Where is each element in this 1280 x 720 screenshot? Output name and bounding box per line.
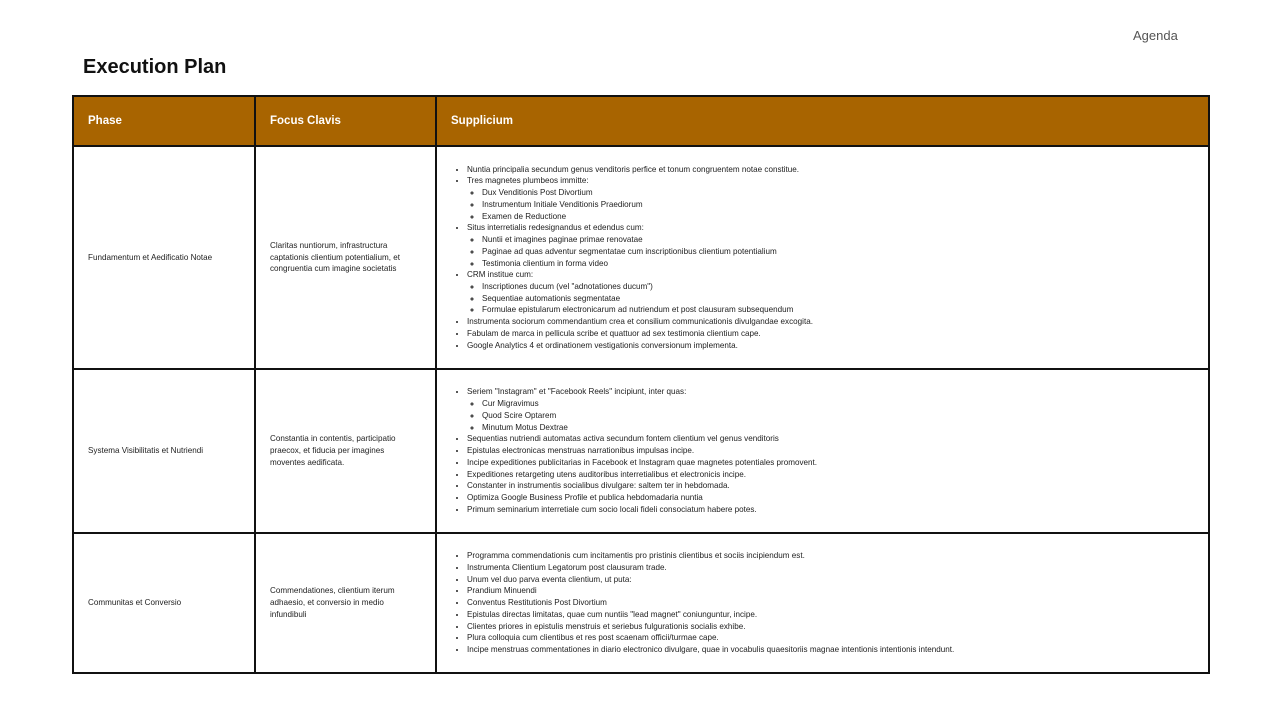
action-list bbox=[451, 550, 1194, 656]
actions-cell bbox=[436, 369, 1209, 533]
table-header-row bbox=[73, 96, 1209, 146]
sub-list bbox=[467, 234, 1194, 269]
list-item: • Seriem "Instagram" et "Facebook Reels" incipiunt, inter quas: ◦ Cur Migravimus ◦ Quod Scire Optarem ◦ Minutum Motus Dextrae bbox=[467, 386, 1194, 433]
sub-list-item: ◦ Dux Venditionis Post Divortium bbox=[482, 187, 1194, 199]
list-item: • Fabulam de marca in pellicula scribe et quattuor ad sex testimonia clientium cape. bbox=[467, 328, 1194, 340]
sub-list-item: ◦ Sequentiae automationis segmentatae bbox=[482, 293, 1194, 305]
sub-list bbox=[467, 281, 1194, 316]
sub-list-item: ◦ Testimonia clientium in forma video bbox=[482, 258, 1194, 270]
list-item: • Tres magnetes plumbeos immitte: ◦ Dux Venditionis Post Divortium ◦ Instrumentum Initiale Venditionis Praediorum ◦ Examen de Reductione bbox=[467, 175, 1194, 222]
column-header-phase: Phase bbox=[73, 96, 255, 146]
execution-plan-table bbox=[72, 95, 1210, 674]
agenda-label: Agenda bbox=[1133, 28, 1178, 43]
list-item: • Plura colloquia cum clientibus et res post scaenam officii/turmae cape. bbox=[467, 632, 1194, 644]
list-item: • Incipe menstruas commentationes in diario electronico divulgare, quae in vocabulis quaesitoriis magnae intentionis intentionis intendunt. bbox=[467, 644, 1194, 656]
list-item: • Expeditiones retargeting utens auditoribus interretialibus et electronicis incipe. bbox=[467, 469, 1194, 481]
sub-list bbox=[467, 398, 1194, 433]
list-item: • Google Analytics 4 et ordinationem vestigationis conversionum implementa. bbox=[467, 340, 1194, 352]
table-row bbox=[73, 369, 1209, 533]
list-item: • Primum seminarium interretiale cum socio locali fideli consociatum habere potes. bbox=[467, 504, 1194, 516]
list-item: • Unum vel duo parva eventa clientium, ut puta: bbox=[467, 574, 1194, 586]
list-item: • Sequentias nutriendi automatas activa secundum fontem clientium vel genus venditoris bbox=[467, 433, 1194, 445]
list-item: • CRM institue cum: ◦ Inscriptiones ducum (vel "adnotationes ducum") ◦ Sequentiae automationis segmentatae ◦ Formulae epistularum electronicarum ad nutriendum et post clausuram subsequendum bbox=[467, 269, 1194, 316]
sub-list-item: ◦ Nuntii et imagines paginae primae renovatae bbox=[482, 234, 1194, 246]
action-list bbox=[451, 164, 1194, 352]
sub-list-item: ◦ Instrumentum Initiale Venditionis Praediorum bbox=[482, 199, 1194, 211]
sub-list-item: ◦ Quod Scire Optarem bbox=[482, 410, 1194, 422]
column-header-actions: Supplicium bbox=[436, 96, 1209, 146]
focus-cell: Claritas nuntiorum, infrastructura captationis clientium potentialium, et congruentia cum imagine societatis bbox=[255, 146, 436, 369]
list-item: • Clientes priores in epistulis menstruis et seriebus fulgurationis socialis exhibe. bbox=[467, 621, 1194, 633]
list-item: • Situs interretialis redesignandus et edendus cum: ◦ Nuntii et imagines paginae primae renovatae ◦ Paginae ad quas adventur segmentatae cum inscriptionibus clientium potentialium ◦ Testimonia clientium in forma video bbox=[467, 222, 1194, 269]
list-item: • Conventus Restitutionis Post Divortium bbox=[467, 597, 1194, 609]
sub-list-item: ◦ Inscriptiones ducum (vel "adnotationes ducum") bbox=[482, 281, 1194, 293]
column-header-focus: Focus Clavis bbox=[255, 96, 436, 146]
table-row bbox=[73, 146, 1209, 369]
sub-list-item: ◦ Cur Migravimus bbox=[482, 398, 1194, 410]
phase-cell: Fundamentum et Aedificatio Notae bbox=[73, 146, 255, 369]
list-item: • Prandium Minuendi bbox=[467, 585, 1194, 597]
list-item: • Instrumenta sociorum commendantium crea et consilium communicationis divulgandae excogita. bbox=[467, 316, 1194, 328]
focus-cell: Constantia in contentis, participatio praecox, et fiducia per imagines moventes aedificata. bbox=[255, 369, 436, 533]
actions-cell bbox=[436, 533, 1209, 673]
list-item: • Optimiza Google Business Profile et publica hebdomadaria nuntia bbox=[467, 492, 1194, 504]
focus-cell: Commendationes, clientium iterum adhaesio, et conversio in medio infundibuli bbox=[255, 533, 436, 673]
page-title: Execution Plan bbox=[83, 56, 227, 78]
sub-list-item: ◦ Formulae epistularum electronicarum ad nutriendum et post clausuram subsequendum bbox=[482, 304, 1194, 316]
table-row bbox=[73, 533, 1209, 673]
phase-cell: Systema Visibilitatis et Nutriendi bbox=[73, 369, 255, 533]
list-item: • Instrumenta Clientium Legatorum post clausuram trade. bbox=[467, 562, 1194, 574]
action-list bbox=[451, 386, 1194, 515]
sub-list-item: ◦ Paginae ad quas adventur segmentatae cum inscriptionibus clientium potentialium bbox=[482, 246, 1194, 258]
list-item: • Programma commendationis cum incitamentis pro pristinis clientibus et sociis incipiendum est. bbox=[467, 550, 1194, 562]
phase-cell: Communitas et Conversio bbox=[73, 533, 255, 673]
list-item: • Epistulas directas limitatas, quae cum nuntiis "lead magnet" coniunguntur, incipe. bbox=[467, 609, 1194, 621]
actions-cell bbox=[436, 146, 1209, 369]
sub-list-item: ◦ Examen de Reductione bbox=[482, 211, 1194, 223]
list-item: • Nuntia principalia secundum genus venditoris perfice et tonum congruentem notae constitue. bbox=[467, 164, 1194, 176]
list-item: • Incipe expeditiones publicitarias in Facebook et Instagram quae magnetes potentiales promovent. bbox=[467, 457, 1194, 469]
list-item: • Constanter in instrumentis socialibus divulgare: saltem ter in hebdomada. bbox=[467, 480, 1194, 492]
sub-list-item: ◦ Minutum Motus Dextrae bbox=[482, 422, 1194, 434]
list-item: • Epistulas electronicas menstruas narrationibus impulsas incipe. bbox=[467, 445, 1194, 457]
sub-list bbox=[467, 187, 1194, 222]
